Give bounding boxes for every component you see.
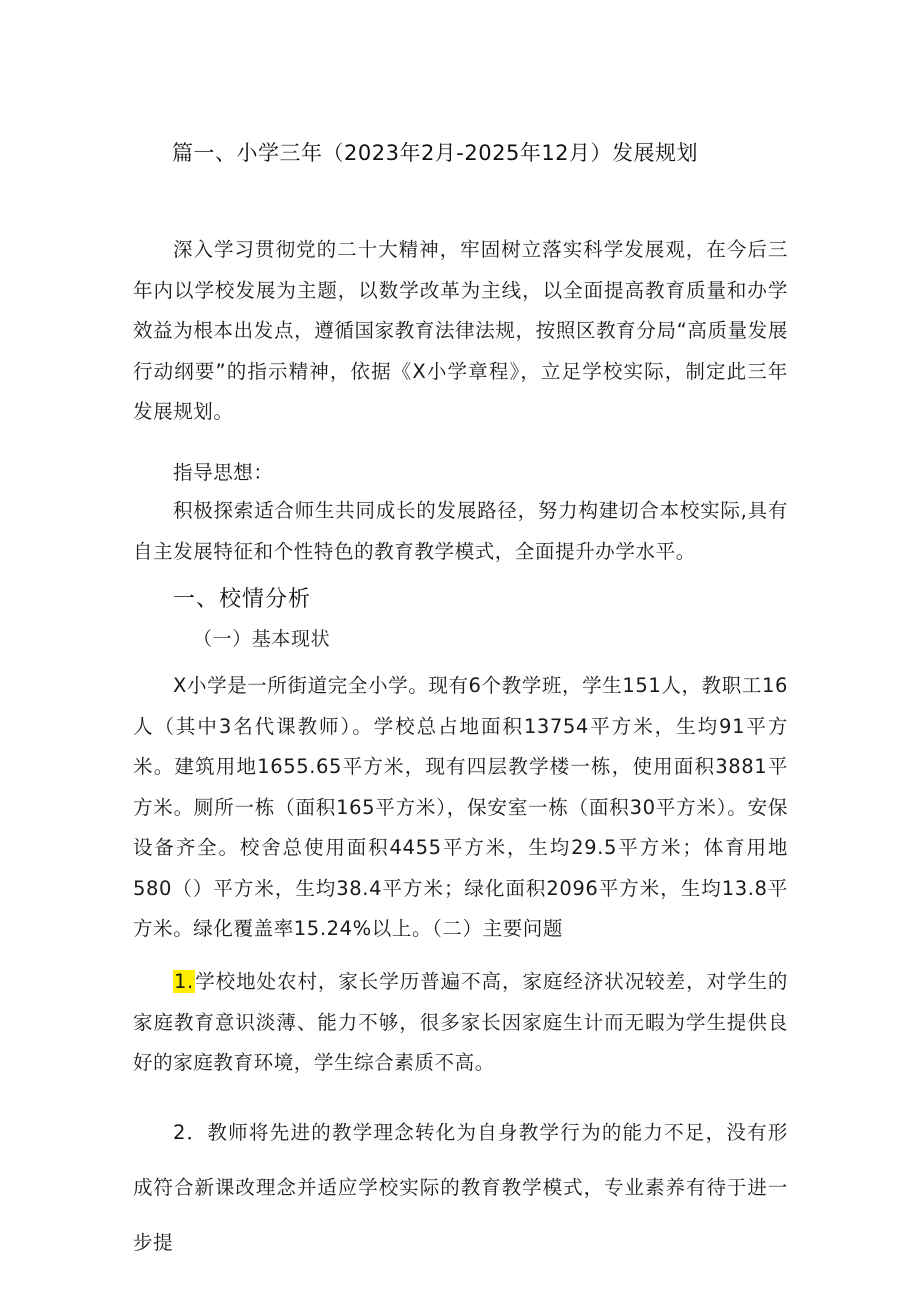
document-title: 篇一、小学三年（2023年2月-2025年12月）发展规划 bbox=[172, 141, 699, 165]
section-heading-situation-analysis: 一、校情分析 bbox=[173, 587, 312, 612]
intro-paragraph: 深入学习贯彻党的二十大精神，牢固树立落实科学发展观，在今后三年内以学校发展为主题，以数学改革为主线，以全面提高教育质量和办学效益为根本出发点，遵循国家教育法律法规，按照区教育分局“高质量发展行动纲要”的指示精神，依据《X小学章程》，立足学校实际，制定此三年发展规划。 bbox=[133, 238, 788, 423]
problem-2-paragraph: 2．教师将先进的教学理念转化为自身教学行为的能力不足，没有形成符合新课改理念并适应学校实际的教育教学模式，专业素养有待于进一步提 bbox=[133, 1121, 788, 1254]
problem-1-text: 学校地处农村，家长学历普遍不高，家庭经济状况较差，对学生的家庭教育意识淡薄、能力不够，很多家长因家庭生计而无暇为学生提供良好的家庭教育环境，学生综合素质不高。 bbox=[133, 970, 788, 1074]
highlighted-list-number: 1. bbox=[174, 970, 194, 993]
basic-status-paragraph: X小学是一所街道完全小学。现有6个教学班，学生151人，教职工16人（其中3名代课教师）。学校总占地面积13754平方米，生均91平方米。建筑用地1655.65平方米，现有四层教学楼一栋，使用面积3881平方米。厕所一栋（面积165平方米），保安室一栋（面积30平方米）。安保设备齐全。校舍总使用面积4455平方米，生均29.5平方米；体育用地580（）平方米，生均38.4平方米；绿化面积2096平方米，生均13.8平方米。绿化覆盖率15.24%以上。（二）主要问题 bbox=[133, 674, 788, 940]
subsection-heading-basic-status: （一）基本现状 bbox=[193, 628, 331, 650]
guiding-heading: 指导思想： bbox=[173, 461, 274, 484]
guiding-paragraph: 积极探索适合师生共同成长的发展路径，努力构建切合本校实际,具有自主发展特征和个性特色的教育教学模式，全面提升办学水平。 bbox=[133, 499, 788, 563]
problem-1-paragraph bbox=[133, 962, 788, 1084]
